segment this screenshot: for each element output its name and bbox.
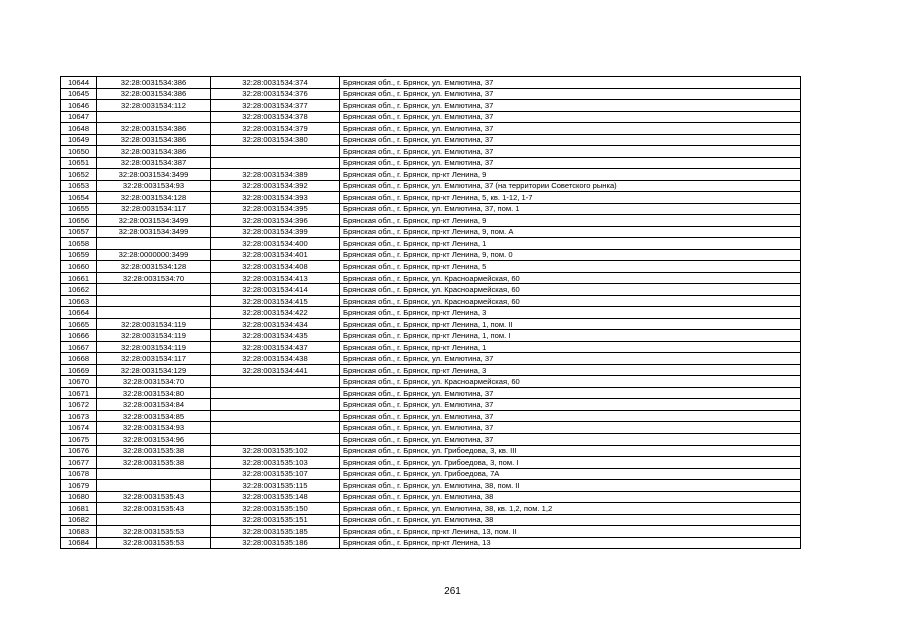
row-number-cell: 10683	[61, 526, 97, 538]
object-cadastral-number-cell: 32:28:0031534:434	[211, 318, 340, 330]
table-row	[61, 364, 801, 376]
table-row	[61, 157, 801, 169]
address-cell: Брянская обл., г. Брянск, пр-кт Ленина, 1	[340, 238, 801, 250]
object-cadastral-number-cell	[211, 157, 340, 169]
table-row	[61, 410, 801, 422]
object-cadastral-number-cell: 32:28:0031534:380	[211, 134, 340, 146]
object-cadastral-number-cell: 32:28:0031534:435	[211, 330, 340, 342]
object-cadastral-number-cell	[211, 433, 340, 445]
address-cell: Брянская обл., г. Брянск, ул. Красноармейская, 60	[340, 272, 801, 284]
object-cadastral-number-cell: 32:28:0031534:392	[211, 180, 340, 192]
row-number-cell: 10681	[61, 503, 97, 515]
object-cadastral-number-cell	[211, 387, 340, 399]
parcel-cadastral-number-cell: 32:28:0031534:386	[97, 88, 211, 100]
row-number-cell: 10682	[61, 514, 97, 526]
row-number-cell: 10670	[61, 376, 97, 388]
object-cadastral-number-cell	[211, 410, 340, 422]
row-number-cell: 10666	[61, 330, 97, 342]
address-cell: Брянская обл., г. Брянск, ул. Емлютина, 37	[340, 399, 801, 411]
object-cadastral-number-cell: 32:28:0031534:393	[211, 192, 340, 204]
address-cell: Брянская обл., г. Брянск, ул. Емлютина, 37	[340, 157, 801, 169]
parcel-cadastral-number-cell: 32:28:0031535:38	[97, 445, 211, 457]
address-cell: Брянская обл., г. Брянск, ул. Емлютина, 37	[340, 134, 801, 146]
parcel-cadastral-number-cell: 32:28:0031534:112	[97, 100, 211, 112]
parcel-cadastral-number-cell: 32:28:0031534:117	[97, 353, 211, 365]
table-row	[61, 457, 801, 469]
address-cell: Брянская обл., г. Брянск, ул. Емлютина, 37	[340, 88, 801, 100]
row-number-cell: 10675	[61, 433, 97, 445]
parcel-cadastral-number-cell: 32:28:0031534:386	[97, 134, 211, 146]
object-cadastral-number-cell: 32:28:0031534:414	[211, 284, 340, 296]
object-cadastral-number-cell: 32:28:0031535:115	[211, 480, 340, 492]
parcel-cadastral-number-cell	[97, 480, 211, 492]
row-number-cell: 10650	[61, 146, 97, 158]
parcel-cadastral-number-cell: 32:28:0031534:129	[97, 364, 211, 376]
table-row	[61, 445, 801, 457]
table-row	[61, 480, 801, 492]
table-row	[61, 238, 801, 250]
row-number-cell: 10663	[61, 295, 97, 307]
table-row	[61, 353, 801, 365]
parcel-cadastral-number-cell: 32:28:0031534:3499	[97, 226, 211, 238]
table-row	[61, 261, 801, 273]
row-number-cell: 10657	[61, 226, 97, 238]
object-cadastral-number-cell: 32:28:0031535:102	[211, 445, 340, 457]
table-row	[61, 88, 801, 100]
table-row	[61, 203, 801, 215]
object-cadastral-number-cell: 32:28:0031534:422	[211, 307, 340, 319]
address-cell: Брянская обл., г. Брянск, ул. Грибоедова, 3, кв. III	[340, 445, 801, 457]
table-row	[61, 192, 801, 204]
object-cadastral-number-cell: 32:28:0031534:399	[211, 226, 340, 238]
object-cadastral-number-cell: 32:28:0031535:185	[211, 526, 340, 538]
table-row	[61, 307, 801, 319]
table-row	[61, 249, 801, 261]
row-number-cell: 10646	[61, 100, 97, 112]
object-cadastral-number-cell: 32:28:0031534:413	[211, 272, 340, 284]
table-row	[61, 215, 801, 227]
row-number-cell: 10680	[61, 491, 97, 503]
address-cell: Брянская обл., г. Брянск, ул. Емлютина, 37	[340, 353, 801, 365]
parcel-cadastral-number-cell: 32:28:0031534:128	[97, 261, 211, 273]
table-row	[61, 387, 801, 399]
row-number-cell: 10667	[61, 341, 97, 353]
parcel-cadastral-number-cell: 32:28:0031534:128	[97, 192, 211, 204]
address-cell: Брянская обл., г. Брянск, пр-кт Ленина, 9, пом. А	[340, 226, 801, 238]
registry-table	[60, 76, 801, 549]
parcel-cadastral-number-cell: 32:28:0031535:53	[97, 526, 211, 538]
parcel-cadastral-number-cell: 32:28:0031534:80	[97, 387, 211, 399]
parcel-cadastral-number-cell: 32:28:0031534:70	[97, 272, 211, 284]
row-number-cell: 10668	[61, 353, 97, 365]
table-row	[61, 77, 801, 89]
page-number: 261	[444, 586, 461, 597]
parcel-cadastral-number-cell: 32:28:0031535:38	[97, 457, 211, 469]
parcel-cadastral-number-cell: 32:28:0031534:93	[97, 422, 211, 434]
parcel-cadastral-number-cell	[97, 111, 211, 123]
object-cadastral-number-cell	[211, 376, 340, 388]
object-cadastral-number-cell: 32:28:0031535:148	[211, 491, 340, 503]
parcel-cadastral-number-cell: 32:28:0031535:53	[97, 537, 211, 549]
object-cadastral-number-cell	[211, 146, 340, 158]
table-row	[61, 341, 801, 353]
address-cell: Брянская обл., г. Брянск, ул. Емлютина, 37	[340, 123, 801, 135]
table-row	[61, 468, 801, 480]
row-number-cell: 10664	[61, 307, 97, 319]
row-number-cell: 10684	[61, 537, 97, 549]
row-number-cell: 10659	[61, 249, 97, 261]
parcel-cadastral-number-cell: 32:28:0000000:3499	[97, 249, 211, 261]
object-cadastral-number-cell: 32:28:0031535:150	[211, 503, 340, 515]
object-cadastral-number-cell: 32:28:0031535:107	[211, 468, 340, 480]
object-cadastral-number-cell: 32:28:0031535:103	[211, 457, 340, 469]
parcel-cadastral-number-cell: 32:28:0031534:119	[97, 330, 211, 342]
row-number-cell: 10672	[61, 399, 97, 411]
address-cell: Брянская обл., г. Брянск, пр-кт Ленина, 13, пом. II	[340, 526, 801, 538]
address-cell: Брянская обл., г. Брянск, ул. Емлютина, 37	[340, 410, 801, 422]
parcel-cadastral-number-cell: 32:28:0031534:386	[97, 146, 211, 158]
parcel-cadastral-number-cell: 32:28:0031534:85	[97, 410, 211, 422]
address-cell: Брянская обл., г. Брянск, ул. Емлютина, 38	[340, 491, 801, 503]
row-number-cell: 10654	[61, 192, 97, 204]
address-cell: Брянская обл., г. Брянск, ул. Емлютина, 37	[340, 387, 801, 399]
object-cadastral-number-cell: 32:28:0031534:389	[211, 169, 340, 181]
parcel-cadastral-number-cell	[97, 238, 211, 250]
row-number-cell: 10673	[61, 410, 97, 422]
table-row	[61, 433, 801, 445]
parcel-cadastral-number-cell: 32:28:0031534:387	[97, 157, 211, 169]
address-cell: Брянская обл., г. Брянск, ул. Емлютина, 37	[340, 146, 801, 158]
table-row	[61, 272, 801, 284]
object-cadastral-number-cell: 32:28:0031534:395	[211, 203, 340, 215]
address-cell: Брянская обл., г. Брянск, ул. Красноармейская, 60	[340, 376, 801, 388]
row-number-cell: 10655	[61, 203, 97, 215]
parcel-cadastral-number-cell: 32:28:0031534:93	[97, 180, 211, 192]
address-cell: Брянская обл., г. Брянск, пр-кт Ленина, 5, кв. 1-12, 1-7	[340, 192, 801, 204]
row-number-cell: 10660	[61, 261, 97, 273]
address-cell: Брянская обл., г. Брянск, ул. Красноармейская, 60	[340, 284, 801, 296]
row-number-cell: 10677	[61, 457, 97, 469]
table-row	[61, 123, 801, 135]
table-row	[61, 111, 801, 123]
row-number-cell: 10648	[61, 123, 97, 135]
parcel-cadastral-number-cell: 32:28:0031534:84	[97, 399, 211, 411]
object-cadastral-number-cell: 32:28:0031534:441	[211, 364, 340, 376]
address-cell: Брянская обл., г. Брянск, пр-кт Ленина, 9	[340, 169, 801, 181]
row-number-cell: 10669	[61, 364, 97, 376]
parcel-cadastral-number-cell	[97, 307, 211, 319]
row-number-cell: 10676	[61, 445, 97, 457]
table-row	[61, 491, 801, 503]
address-cell: Брянская обл., г. Брянск, ул. Емлютина, 37	[340, 77, 801, 89]
address-cell: Брянская обл., г. Брянск, пр-кт Ленина, 1	[340, 341, 801, 353]
parcel-cadastral-number-cell: 32:28:0031534:3499	[97, 215, 211, 227]
table-row	[61, 376, 801, 388]
table-row	[61, 295, 801, 307]
address-cell: Брянская обл., г. Брянск, пр-кт Ленина, 3	[340, 307, 801, 319]
parcel-cadastral-number-cell: 32:28:0031535:43	[97, 503, 211, 515]
address-cell: Брянская обл., г. Брянск, пр-кт Ленина, 3	[340, 364, 801, 376]
table-row	[61, 169, 801, 181]
row-number-cell: 10665	[61, 318, 97, 330]
address-cell: Брянская обл., г. Брянск, ул. Емлютина, 37	[340, 422, 801, 434]
object-cadastral-number-cell: 32:28:0031535:186	[211, 537, 340, 549]
address-cell: Брянская обл., г. Брянск, ул. Емлютина, 38, пом. II	[340, 480, 801, 492]
address-cell: Брянская обл., г. Брянск, ул. Емлютина, 37, пом. 1	[340, 203, 801, 215]
parcel-cadastral-number-cell: 32:28:0031534:386	[97, 77, 211, 89]
object-cadastral-number-cell: 32:28:0031534:396	[211, 215, 340, 227]
registry-table-body	[61, 77, 801, 549]
object-cadastral-number-cell: 32:28:0031534:438	[211, 353, 340, 365]
table-row	[61, 226, 801, 238]
object-cadastral-number-cell: 32:28:0031534:379	[211, 123, 340, 135]
table-row	[61, 284, 801, 296]
table-row	[61, 537, 801, 549]
table-row	[61, 318, 801, 330]
row-number-cell: 10662	[61, 284, 97, 296]
parcel-cadastral-number-cell	[97, 468, 211, 480]
address-cell: Брянская обл., г. Брянск, пр-кт Ленина, 9	[340, 215, 801, 227]
address-cell: Брянская обл., г. Брянск, ул. Емлютина, 37	[340, 100, 801, 112]
parcel-cadastral-number-cell: 32:28:0031534:117	[97, 203, 211, 215]
row-number-cell: 10658	[61, 238, 97, 250]
table-row	[61, 134, 801, 146]
object-cadastral-number-cell: 32:28:0031534:437	[211, 341, 340, 353]
address-cell: Брянская обл., г. Брянск, ул. Красноармейская, 60	[340, 295, 801, 307]
table-row	[61, 399, 801, 411]
row-number-cell: 10656	[61, 215, 97, 227]
table-row	[61, 422, 801, 434]
table-row	[61, 146, 801, 158]
row-number-cell: 10678	[61, 468, 97, 480]
parcel-cadastral-number-cell: 32:28:0031534:3499	[97, 169, 211, 181]
table-row	[61, 526, 801, 538]
parcel-cadastral-number-cell: 32:28:0031535:43	[97, 491, 211, 503]
object-cadastral-number-cell: 32:28:0031534:415	[211, 295, 340, 307]
table-row	[61, 514, 801, 526]
row-number-cell: 10647	[61, 111, 97, 123]
table-row	[61, 330, 801, 342]
row-number-cell: 10651	[61, 157, 97, 169]
row-number-cell: 10649	[61, 134, 97, 146]
object-cadastral-number-cell: 32:28:0031535:151	[211, 514, 340, 526]
row-number-cell: 10674	[61, 422, 97, 434]
address-cell: Брянская обл., г. Брянск, пр-кт Ленина, 1, пом. II	[340, 318, 801, 330]
table-row	[61, 503, 801, 515]
address-cell: Брянская обл., г. Брянск, ул. Емлютина, 37	[340, 433, 801, 445]
row-number-cell: 10679	[61, 480, 97, 492]
address-cell: Брянская обл., г. Брянск, пр-кт Ленина, 9, пом. 0	[340, 249, 801, 261]
parcel-cadastral-number-cell: 32:28:0031534:119	[97, 318, 211, 330]
address-cell: Брянская обл., г. Брянск, ул. Грибоедова, 7А	[340, 468, 801, 480]
address-cell: Брянская обл., г. Брянск, ул. Емлютина, 37 (на территории Советского рынка)	[340, 180, 801, 192]
row-number-cell: 10645	[61, 88, 97, 100]
row-number-cell: 10671	[61, 387, 97, 399]
parcel-cadastral-number-cell: 32:28:0031534:70	[97, 376, 211, 388]
address-cell: Брянская обл., г. Брянск, ул. Емлютина, 37	[340, 111, 801, 123]
parcel-cadastral-number-cell	[97, 284, 211, 296]
table-row	[61, 180, 801, 192]
object-cadastral-number-cell	[211, 422, 340, 434]
object-cadastral-number-cell	[211, 399, 340, 411]
parcel-cadastral-number-cell: 32:28:0031534:119	[97, 341, 211, 353]
parcel-cadastral-number-cell: 32:28:0031534:386	[97, 123, 211, 135]
object-cadastral-number-cell: 32:28:0031534:400	[211, 238, 340, 250]
address-cell: Брянская обл., г. Брянск, пр-кт Ленина, 13	[340, 537, 801, 549]
address-cell: Брянская обл., г. Брянск, ул. Емлютина, 38	[340, 514, 801, 526]
row-number-cell: 10661	[61, 272, 97, 284]
address-cell: Брянская обл., г. Брянск, пр-кт Ленина, 1, пом. I	[340, 330, 801, 342]
object-cadastral-number-cell: 32:28:0031534:408	[211, 261, 340, 273]
table-row	[61, 100, 801, 112]
parcel-cadastral-number-cell	[97, 514, 211, 526]
object-cadastral-number-cell: 32:28:0031534:378	[211, 111, 340, 123]
parcel-cadastral-number-cell: 32:28:0031534:96	[97, 433, 211, 445]
address-cell: Брянская обл., г. Брянск, ул. Емлютина, 38, кв. 1,2, пом. 1,2	[340, 503, 801, 515]
row-number-cell: 10653	[61, 180, 97, 192]
address-cell: Брянская обл., г. Брянск, пр-кт Ленина, 5	[340, 261, 801, 273]
object-cadastral-number-cell: 32:28:0031534:401	[211, 249, 340, 261]
object-cadastral-number-cell: 32:28:0031534:374	[211, 77, 340, 89]
object-cadastral-number-cell: 32:28:0031534:377	[211, 100, 340, 112]
address-cell: Брянская обл., г. Брянск, ул. Грибоедова, 3, пом. I	[340, 457, 801, 469]
object-cadastral-number-cell: 32:28:0031534:376	[211, 88, 340, 100]
parcel-cadastral-number-cell	[97, 295, 211, 307]
row-number-cell: 10652	[61, 169, 97, 181]
row-number-cell: 10644	[61, 77, 97, 89]
